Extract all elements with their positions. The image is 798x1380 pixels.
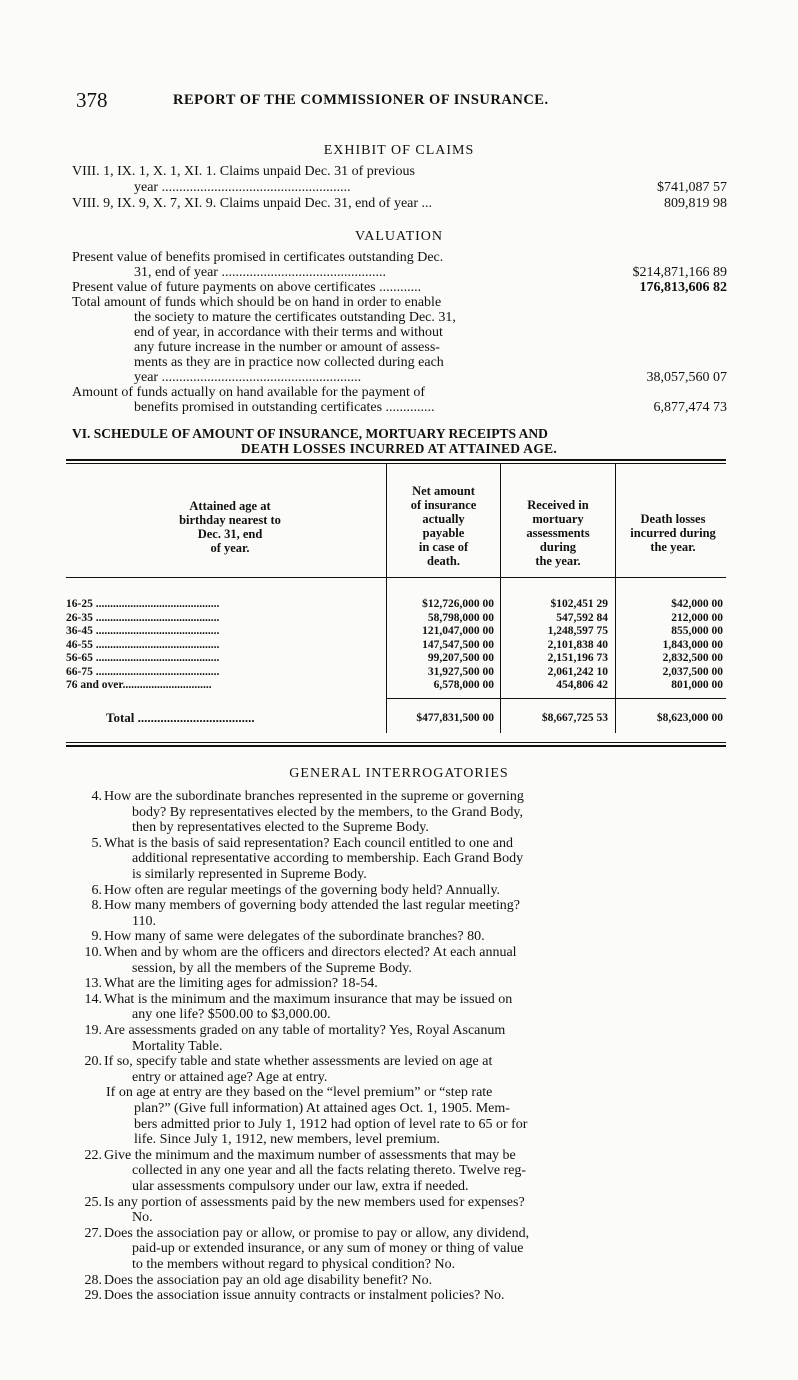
item-text-line: How many of same were delegates of the subordinate branches? 80. — [104, 929, 485, 945]
item-text-line: plan?” (Give full information) At attained ages Oct. 1, 1905. Mem- — [134, 1100, 510, 1116]
item-number: 4. — [91, 789, 102, 804]
exhibit-of-claims-title: EXHIBIT OF CLAIMS — [323, 143, 475, 158]
total-rule — [386, 698, 726, 699]
item-text-line: collected in any one year and all the facts relating thereto. Twelve reg- — [132, 1163, 527, 1179]
table-bottom-rule — [66, 745, 726, 747]
item-text-line: session, by all the members of the Supreme Body. — [132, 960, 412, 976]
item-text-line: Mortality Table. — [132, 1038, 223, 1054]
claims-line-1: VIII. 1, IX. 1, X. 1, XI. 1. Claims unpaid Dec. 31 of previous — [72, 164, 415, 179]
item-text-line: paid-up or extended insurance, or any sum of money or thing of value — [132, 1241, 524, 1257]
claims-amount-1: $741,087 57 — [657, 180, 727, 195]
item-text-line: 110. — [132, 913, 156, 929]
item-text-line: ular assessments compulsory under our law, extra if needed. — [132, 1178, 469, 1194]
valuation-line: Amount of funds actually on hand available for the payment of — [72, 385, 426, 400]
valuation-line: end of year, in accordance with their terms and without — [134, 325, 443, 340]
valuation-line: Present value of future payments on above certificates ............ 176,813,606 82 — [72, 280, 727, 295]
valuation-amount: 176,813,606 82 — [639, 280, 727, 295]
item-text-line: to the members without regard to physical condition? No. — [132, 1256, 456, 1272]
item-text-line: Does the association pay an old age disability benefit? No. — [104, 1272, 433, 1288]
valuation-amount: $214,871,166 89 — [632, 265, 727, 280]
item-text-line: additional representative according to membership. Each Grand Body — [132, 851, 524, 867]
item-text-line: bers admitted prior to July 1, 1912 had option of level rate to 65 or for — [134, 1116, 528, 1132]
item-number: 19. — [84, 1023, 102, 1038]
item-text-line: If so, specify table and state whether assessments are levied on age at — [104, 1054, 493, 1070]
valuation-line: Present value of benefits promised in certificates outstanding Dec. — [72, 250, 444, 265]
valuation-line: 31, end of year ............................................... $214,871,166 89 — [134, 265, 727, 280]
claims-line-1-cont: year ...................................................... $741,087 57 — [134, 180, 727, 195]
table-top-rule — [66, 463, 726, 464]
column-header-age: Attained age at birthday nearest to Dec. 31, end of year. — [179, 499, 281, 555]
item-text-line: life. Since July 1, 1912, new members, level premium. — [134, 1132, 440, 1148]
running-title: REPORT OF THE COMMISSIONER OF INSURANCE. — [173, 92, 549, 108]
claims-line-2: VIII. 9, IX. 9, X. 7, XI. 9. Claims unpaid Dec. 31, end of year ... 809,819 98 — [72, 196, 727, 211]
item-number: 20. — [84, 1054, 102, 1070]
item-text-line: is similarly represented in Supreme Body. — [132, 866, 367, 882]
item-number: 8. — [91, 898, 102, 914]
valuation-line: benefits promised in outstanding certificates .............. 6,877,474 73 — [134, 400, 727, 415]
page-number: 378 — [76, 88, 108, 112]
item-number: 25. — [84, 1194, 102, 1210]
item-number: 14. — [84, 991, 102, 1007]
table-bottom-rule — [66, 742, 726, 743]
column-header-insurance: Net amount of insurance actually payable in case of death. — [410, 484, 477, 568]
page-header — [76, 88, 726, 112]
valuation-line: Total amount of funds which should be on hand in order to enable — [72, 295, 442, 310]
item-text-line: If on age at entry are they based on the “level premium” or “step rate — [106, 1085, 493, 1101]
item-number: 5. — [91, 835, 102, 851]
valuation-line: the society to mature the certificates outstanding Dec. 31, — [134, 310, 456, 325]
item-text-line: entry or attained age? Age at entry. — [132, 1069, 328, 1085]
item-text-line: body? By representatives elected by the members, to the Grand Body, — [132, 804, 523, 820]
claims-amount-2: 809,819 98 — [664, 196, 727, 211]
column-divider — [615, 463, 616, 733]
item-text-line: Are assessments graded on any table of mortality? Yes, Royal Ascanum — [104, 1023, 506, 1038]
item-text-line: What is the minimum and the maximum insurance that may be issued on — [104, 991, 513, 1007]
item-text-line: Does the association issue annuity contracts or instalment policies? No. — [104, 1288, 505, 1304]
valuation-amount: 6,877,474 73 — [653, 400, 727, 415]
general-interrogatories-title: GENERAL INTERROGATORIES — [289, 766, 509, 781]
item-number: 28. — [84, 1272, 102, 1288]
header-rule — [66, 577, 726, 578]
item-text-line: Is any portion of assessments paid by the new members used for expenses? — [104, 1194, 525, 1210]
item-text-line: When and by whom are the officers and directors elected? At each annual — [104, 945, 517, 960]
item-number: 29. — [84, 1288, 102, 1304]
item-text-line: What are the limiting ages for admission? 18-54. — [104, 976, 378, 992]
item-number: 10. — [84, 945, 102, 960]
item-text-line: What is the basis of said representation? Each council entitled to one and — [104, 835, 513, 851]
valuation-line: ments as they are in practice now collected during each — [134, 355, 444, 370]
item-text-line: Does the association pay or allow, or promise to pay or allow, any dividend, — [104, 1225, 530, 1241]
column-header-losses: Death losses incurred during the year. — [630, 512, 716, 554]
item-text-line: then by representatives elected to the Supreme Body. — [132, 820, 429, 836]
valuation-title: VALUATION — [354, 229, 444, 244]
item-number: 9. — [91, 929, 102, 945]
item-text-line: How are the subordinate branches represented in the supreme or governing — [104, 789, 524, 804]
item-text-line: How often are regular meetings of the governing body held? Annually. — [104, 882, 501, 898]
column-header-received: Received in mortuary assessments during the year. — [526, 498, 590, 568]
schedule-title-line-2: DEATH LOSSES INCURRED AT ATTAINED AGE. — [240, 441, 558, 456]
valuation-amount: 38,057,560 07 — [646, 370, 727, 385]
valuation-line: any future increase in the number or amount of assess- — [134, 340, 440, 355]
document-page: 378 REPORT OF THE COMMISSIONER OF INSURANCE. EXHIBIT OF CLAIMS VIII. 1, IX. 1, X. 1, XI. 1. Claims unpaid Dec. 31 of previous year ...................................................... $741,087 57 VIII. 9, IX. 9, X. 7, XI. 9. Claims unpaid Dec. 31, end of year ... 809,819 98 VALUATION Present value of benefits promised in certificates outstanding Dec. 31, end of year ............................................... $214,871,166 89 Present value of future payments on above certificates ............ 176,813,606 82 Total amount of funds which should be on hand in order to enable the society to mature the certificates outstanding Dec. 31, end of year, in accordance with their terms and without any future increase in the number or amount of assess- ments as they are in practice now collected during each year ......................................................... 38,057,560 07 Amount of funds actually on hand available for the payment of benefits promised in outstanding certificates .............. 6,877,474 73 VI. SCHEDULE OF AMOUNT OF INSURANCE, MORTUARY RECEIPTS AND DEATH LOSSES INCURRED AT ATTAINED AGE. Attained age at birthday nearest to Dec. 31, end of year. Net amount of insurance actually payable in case of death. Received in mortuary assessments during the year. Death losses incurred during the year. 16-25 ........................................... $12,726,000 00 $102,451 29 $42,000 00 26-35 ........................................... 58,798,000 00 547,592 84 212,000 00 36-45 ........................................... 121,047,000 00 1,248,597 75 855,000 00 46-55 ........................................... 147,547,500 00 2,101,838 40 1,843,000 00 56-65 ........................................... 99,207,500 00 2,151,196 73 2,832,500 00 66-75 ........................................... 31,927,500 00 2,061,242 10 2,037,500 00 76 and over............................... 6,578,000 00 454,806 42 801,000 00 Total .................................... $477,831,500 00 $8,667,725 53 $8,623,000 00 GENERAL INTERROGATORIES 4. How are the subordinate branches represented in the supreme or governing body? By representatives elected by the members, to the Grand Body, then by representatives elected to the Supreme Body. 5. What is the basis of said representation? Each council entitled to one and additional representative according to membership. Each Grand Body is similarly represented in Supreme Body. 6. How often are regular meetings of the governing body held? Annually. 8. How many members of governing body attended the last regular meeting? 110. 9. How many of same were delegates of the subordinate branches? 80. 10. When and by whom are the officers and directors elected? At each annual session, by all the members of the Supreme Body. 13. What are the limiting ages for admission? 18-54. 14. What is the minimum and the maximum insurance that may be issued on any one life? $500.00 to $3,000.00. 19. Are assessments graded on any table of mortality? Yes, Royal Ascanum Mortality Table. 20. If so, specify table and state whether assessments are levied on age at entry or attained age? Age at entry. If on age at entry are they based on the “level premium” or “step rate plan?” (Give full information) At attained ages Oct. 1, 1905. Mem- bers admitted prior to July 1, 1912 had option of level rate to 65 or for life. Since July 1, 1912, new members, level premium. 22. Give the minimum and the maximum number of assessments that may be collected in any one year and all the facts relating thereto. Twelve reg- ular assessments compulsory under our law, extra if needed. 25. Is any portion of assessments paid by the new members used for expenses? No. 27. Does the association pay or allow, or promise to pay or allow, any dividend, paid-up or extended insurance, or any sum of money or thing of value to the members without regard to physical condition? No. 28. Does the association pay an old age disability benefit? No. 29. Does the association issue annuity contracts or instalment policies? No. — [0, 0, 798, 1380]
item-text-line: No. — [132, 1210, 153, 1226]
valuation-line: year ......................................................... 38,057,560 07 — [134, 370, 727, 385]
item-number: 27. — [84, 1225, 102, 1241]
item-text-line: Give the minimum and the maximum number of assessments that may be — [104, 1147, 516, 1163]
item-number: 13. — [84, 976, 102, 992]
item-text-line: any one life? $500.00 to $3,000.00. — [132, 1007, 331, 1023]
schedule-title-line-1: VI. SCHEDULE OF AMOUNT OF INSURANCE, MORTUARY RECEIPTS AND — [72, 426, 548, 441]
table-top-rule — [66, 459, 726, 461]
item-number: 6. — [91, 882, 102, 898]
item-text-line: How many members of governing body attended the last regular meeting? — [104, 898, 520, 914]
item-number: 22. — [84, 1147, 102, 1163]
